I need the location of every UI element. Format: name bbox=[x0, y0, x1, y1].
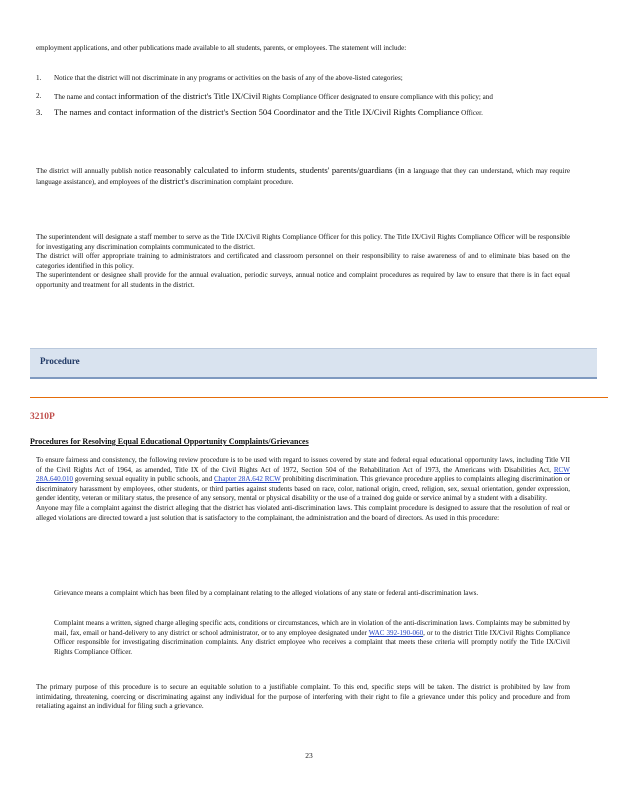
list-text-part: The name and contact bbox=[54, 92, 119, 101]
list-text bbox=[54, 108, 570, 119]
text-part: Complaint means a written, signed charge alleging specific acts, conditions or circumstances, which are in violation of the anti-discrimination laws. Complaints may be submitted by mail, fax, email or hand-delivery to any district or school administrator, or to any employee designated under bbox=[54, 619, 570, 637]
purpose-text: The primary purpose of this procedure is to secure an equitable solution to a justifiable complaint. To this end, specific steps will be taken. The district is prohibited by law from intimidating, threatening, coercing or discriminating against any individual for the purpose of interfering with their right to file a grievance under this policy and procedure and from retaliating against an individual for filing such a grievance. bbox=[36, 683, 570, 711]
list-item bbox=[36, 92, 570, 103]
procedure-title: Procedures for Resolving Equal Educational Opportunity Complaints/Grievances bbox=[30, 437, 309, 446]
publish-paragraph bbox=[36, 166, 570, 187]
text-part: The district will annually publish notice bbox=[36, 167, 154, 175]
text-large: reasonably calculated to inform students, students' parents/guardians (in a bbox=[153, 165, 412, 175]
paragraph: The district will offer appropriate training to administrators and certificated and classroom personnel on their responsibility to raise awareness of and to eliminate bias based on the categories identified in this policy. bbox=[36, 252, 570, 270]
list-number: 1. bbox=[36, 74, 42, 82]
definition-item bbox=[36, 589, 570, 599]
list-text-part: Rights Compliance Officer designated to ensure compliance with this policy; and bbox=[260, 92, 493, 101]
wac-link[interactable]: WAC 392-190-060 bbox=[368, 628, 424, 637]
definition-text: Grievance means a complaint which has been filed by a complainant relating to the alleged violations of any state or federal anti-discrimination laws. bbox=[54, 589, 479, 597]
purpose-paragraph bbox=[36, 683, 570, 712]
chapter-link[interactable]: Chapter 28A.642 RCW bbox=[213, 475, 281, 484]
list-text bbox=[54, 92, 570, 103]
list-text-part: Officer. bbox=[459, 109, 483, 118]
notice-list bbox=[36, 74, 570, 119]
list-text-large: information of the district's Title IX/Civil bbox=[118, 90, 261, 101]
page-number: 23 bbox=[305, 751, 313, 760]
text-part: governing sexual equality in public schools, and bbox=[73, 475, 214, 484]
publish-text bbox=[36, 166, 570, 187]
intro-text: employment applications, and other publications made available to all students, parents, or employees. The statement will include: bbox=[36, 44, 407, 52]
text-part: language that they can understand, which may require language assistance), and employees of the bbox=[36, 167, 570, 186]
procedure-code: 3210P bbox=[30, 412, 55, 422]
list-number: 3. bbox=[36, 107, 43, 118]
section-divider bbox=[30, 397, 608, 398]
definition-item bbox=[36, 619, 570, 657]
list-item bbox=[36, 108, 570, 119]
rcw-link[interactable]: RCW 28A.640.010 bbox=[36, 465, 570, 484]
procedure-intro bbox=[36, 456, 570, 523]
checkbox-bullet-icon bbox=[36, 619, 54, 657]
intro-paragraph bbox=[36, 44, 570, 54]
text-part: , or to the district Title IX/Civil Rights Compliance Officer responsible for investigating discrimination complaints. Any district employee who receives a complaint that meets these criteria will promptly notify the Title IX/Civil Rights Compliance Officer. bbox=[54, 628, 570, 656]
checkbox-bullet-icon bbox=[36, 589, 54, 599]
list-item bbox=[36, 74, 570, 84]
text-part: To ensure fairness and consistency, the following review procedure is to be used with regard to issues covered by state and federal equal educational opportunity laws, including Title VII of the Civil Rights Act of 1964, as amended, Title IX of the Civil Rights Act of 1972, Section 504 of the Rehabilitation Act of 1973, the Americans with Disabilities Act, bbox=[36, 456, 570, 474]
text-part: discrimination complaint procedure. bbox=[188, 177, 294, 186]
list-text: Notice that the district will not discriminate in any programs or activities on the basis of any of the above-listed categories; bbox=[54, 74, 403, 82]
list-text-large: The names and contact information of the district's Section 504 Coordinator and the Title IX/Civil Rights Compliance bbox=[54, 107, 460, 118]
procedure-paragraph: Anyone may file a complaint against the district alleging that the district has violated anti-discrimination laws. This complaint procedure is designed to assure that the resolution of real or alleged violations are directed toward a just solution that is satisfactory to the complainant, the administration and the board of directors. As used in this procedure: bbox=[36, 503, 570, 522]
text-large: district's bbox=[159, 175, 189, 186]
definition-text bbox=[54, 619, 570, 657]
procedure-banner bbox=[30, 348, 597, 379]
procedure-paragraph bbox=[36, 456, 570, 504]
banner-label: Procedure bbox=[40, 356, 80, 366]
text-part: prohibiting discrimination. This grievance procedure applies to complaints alleging discrimination or discriminatory harassment by employees, other students, or third parties against students based on race, color, national origin, creed, religion, sex, sexual orientation, gender expression, gender identity, veteran or military status, the presence of any sensory, mental or physical disability or the use of a trained dog guide or service animal by a student with a disability. bbox=[36, 475, 570, 503]
paragraph: The superintendent will designate a staff member to serve as the Title IX/Civil Rights Compliance Officer for this policy. The Title IX/Civil Rights Compliance Officer will be responsible for investigating any discrimination complaints communicated to the district. bbox=[36, 233, 570, 251]
policy-paragraphs bbox=[36, 233, 570, 291]
paragraph: The superintendent or designee shall provide for the annual evaluation, periodic surveys, annual notice and complaint procedures as required by law to ensure that there is in fact equal opportunity and treatment for all students in the district. bbox=[36, 271, 570, 289]
list-number: 2. bbox=[36, 91, 42, 100]
